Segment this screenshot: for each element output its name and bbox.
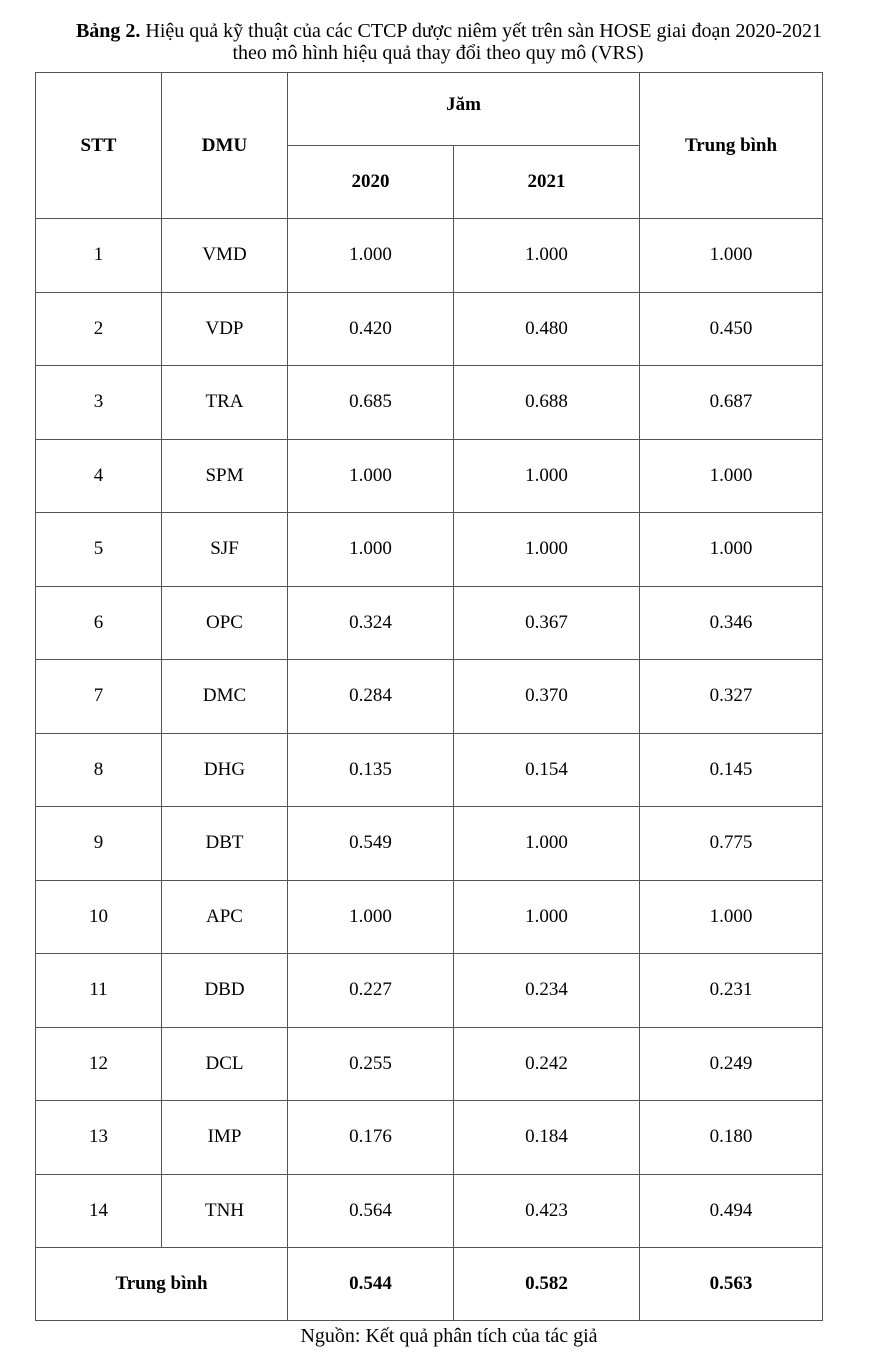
cell-stt: 1: [36, 219, 162, 293]
table-row: [36, 513, 823, 587]
table-row: [36, 733, 823, 807]
table-row: [36, 586, 823, 660]
total-2021: 0.582: [454, 1248, 640, 1321]
cell-dmu: DMC: [162, 660, 288, 734]
cell-stt: 6: [36, 586, 162, 660]
cell-average: 0.231: [640, 954, 823, 1028]
cell-stt: 14: [36, 1174, 162, 1248]
cell-stt: 2: [36, 292, 162, 366]
cell-average: 0.687: [640, 366, 823, 440]
cell-2020: 1.000: [288, 880, 454, 954]
header-year-2020: 2020: [288, 146, 454, 219]
cell-2021: 0.154: [454, 733, 640, 807]
cell-stt: 11: [36, 954, 162, 1028]
cell-2021: 0.688: [454, 366, 640, 440]
table-caption: [0, 18, 876, 66]
cell-average: 0.494: [640, 1174, 823, 1248]
cell-dmu: VDP: [162, 292, 288, 366]
cell-2021: 0.234: [454, 954, 640, 1028]
cell-average: 1.000: [640, 439, 823, 513]
cell-dmu: IMP: [162, 1101, 288, 1175]
cell-average: 0.775: [640, 807, 823, 881]
cell-average: 0.180: [640, 1101, 823, 1175]
source-note: Nguồn: Kết quả phân tích của tác giả: [300, 1325, 598, 1347]
cell-average: 0.450: [640, 292, 823, 366]
header-year-group: [288, 73, 640, 146]
total-label: Trung bình: [36, 1248, 288, 1321]
header-stt: STT: [36, 73, 162, 219]
table-row: [36, 439, 823, 513]
cell-2021: 0.480: [454, 292, 640, 366]
cell-stt: 5: [36, 513, 162, 587]
cell-2020: 0.549: [288, 807, 454, 881]
cell-stt: 13: [36, 1101, 162, 1175]
cell-dmu: VMD: [162, 219, 288, 293]
cell-2020: 0.685: [288, 366, 454, 440]
cell-stt: 7: [36, 660, 162, 734]
cell-average: 0.145: [640, 733, 823, 807]
cell-average: 0.346: [640, 586, 823, 660]
cell-2021: 0.367: [454, 586, 640, 660]
cell-2021: 1.000: [454, 219, 640, 293]
table-row: [36, 219, 823, 293]
cell-stt: 12: [36, 1027, 162, 1101]
table-row: [36, 1101, 823, 1175]
cell-2020: 0.420: [288, 292, 454, 366]
cell-stt: 4: [36, 439, 162, 513]
cell-stt: 9: [36, 807, 162, 881]
table-body: [36, 219, 823, 1321]
cell-average: 0.327: [640, 660, 823, 734]
total-2020: 0.544: [288, 1248, 454, 1321]
cell-2020: 1.000: [288, 439, 454, 513]
cell-average: 1.000: [640, 219, 823, 293]
table-row: [36, 880, 823, 954]
table-row: [36, 1027, 823, 1101]
cell-dmu: APC: [162, 880, 288, 954]
caption-subtitle: theo mô hình hiệu quả thay đổi theo quy mô (VRS): [232, 42, 644, 64]
caption-label: Bảng 2.: [75, 20, 141, 42]
cell-dmu: DBD: [162, 954, 288, 1028]
cell-2020: 0.324: [288, 586, 454, 660]
cell-2020: 0.176: [288, 1101, 454, 1175]
caption-title: Hiệu quả kỹ thuật của các CTCP dược niêm yết trên sàn HOSE giai đoạn 2020-2021: [145, 20, 823, 42]
cell-2021: 0.423: [454, 1174, 640, 1248]
header-average: Trung bình: [640, 73, 823, 219]
cell-average: 1.000: [640, 880, 823, 954]
table-row: [36, 366, 823, 440]
cell-2021: 0.242: [454, 1027, 640, 1101]
table-row: [36, 807, 823, 881]
efficiency-table: [35, 72, 823, 1321]
cell-dmu: DBT: [162, 807, 288, 881]
cell-2020: 0.564: [288, 1174, 454, 1248]
cell-2020: 0.135: [288, 733, 454, 807]
table-row: [36, 292, 823, 366]
cell-dmu: DHG: [162, 733, 288, 807]
cell-dmu: DCL: [162, 1027, 288, 1101]
cell-stt: 8: [36, 733, 162, 807]
cell-stt: 10: [36, 880, 162, 954]
cell-2021: 1.000: [454, 807, 640, 881]
header-year-2021: 2021: [454, 146, 640, 219]
cell-2020: 1.000: [288, 219, 454, 293]
total-average: 0.563: [640, 1248, 823, 1321]
cell-2020: 1.000: [288, 513, 454, 587]
cell-2021: 1.000: [454, 439, 640, 513]
cell-2021: 1.000: [454, 880, 640, 954]
cell-dmu: SJF: [162, 513, 288, 587]
table-row: [36, 1174, 823, 1248]
cell-dmu: SPM: [162, 439, 288, 513]
cell-average: 1.000: [640, 513, 823, 587]
cell-2021: 0.370: [454, 660, 640, 734]
table-row: [36, 660, 823, 734]
cell-dmu: TNH: [162, 1174, 288, 1248]
cell-2020: 0.284: [288, 660, 454, 734]
cell-dmu: TRA: [162, 366, 288, 440]
header-dmu: DMU: [162, 73, 288, 219]
cell-dmu: OPC: [162, 586, 288, 660]
cell-2021: 0.184: [454, 1101, 640, 1175]
cell-stt: 3: [36, 366, 162, 440]
total-row: [36, 1248, 823, 1321]
cell-2020: 0.255: [288, 1027, 454, 1101]
header-year-group-label: Jăm: [446, 94, 481, 115]
cell-2020: 0.227: [288, 954, 454, 1028]
table-row: [36, 954, 823, 1028]
cell-2021: 1.000: [454, 513, 640, 587]
cell-average: 0.249: [640, 1027, 823, 1101]
